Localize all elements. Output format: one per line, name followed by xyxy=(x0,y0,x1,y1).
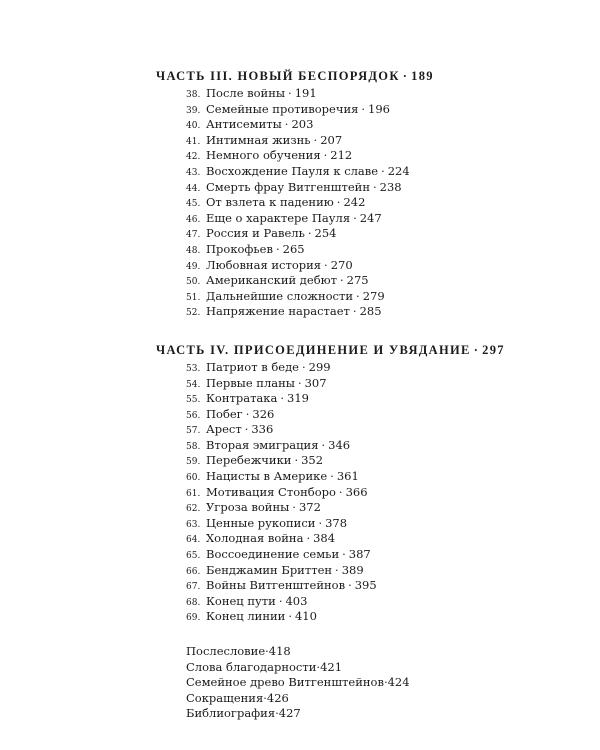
chapter-title: Контратака xyxy=(206,391,278,406)
chapter-entry xyxy=(186,211,556,227)
chapter-number: 48. xyxy=(186,245,201,256)
separator-dot: · xyxy=(244,422,249,437)
chapter-entry xyxy=(186,258,556,274)
backmatter-entry xyxy=(186,706,556,722)
chapter-number: 68. xyxy=(186,597,201,608)
chapter-page: 366 xyxy=(345,484,368,499)
chapter-page: 270 xyxy=(330,257,353,272)
chapter-page: 361 xyxy=(336,469,359,484)
chapter-title: Еще о характере Пауля xyxy=(206,210,351,225)
chapter-title: Вторая эмиграция xyxy=(206,437,319,452)
chapter-entry xyxy=(186,438,556,454)
separator-dot: · xyxy=(335,562,339,577)
separator-dot: · xyxy=(245,406,250,421)
chapter-number: 59. xyxy=(186,457,201,468)
separator-dot: · xyxy=(324,257,328,272)
chapter-page: 395 xyxy=(354,578,377,593)
chapter-number: 60. xyxy=(186,473,201,484)
chapter-number: 40. xyxy=(186,121,201,132)
chapter-number: 53. xyxy=(186,363,201,374)
chapter-entry xyxy=(186,391,556,407)
chapter-entry xyxy=(186,578,556,594)
chapter-page: 372 xyxy=(298,500,321,515)
separator-dot: · xyxy=(356,288,360,303)
chapter-page: 238 xyxy=(379,179,402,194)
separator-dot: · xyxy=(473,342,480,357)
chapter-entry xyxy=(186,102,556,118)
chapter-number: 56. xyxy=(186,410,201,421)
chapter-page: 336 xyxy=(251,422,274,437)
chapter-page: 410 xyxy=(294,609,317,624)
separator-dot: · xyxy=(275,706,279,721)
chapter-title: Прокофьев xyxy=(206,241,273,256)
chapter-entry xyxy=(186,516,556,532)
chapter-title: Перебежчики xyxy=(206,453,292,468)
separator-dot: · xyxy=(288,86,292,100)
chapter-entry xyxy=(186,609,556,625)
separator-dot: · xyxy=(373,179,377,194)
chapter-page: 247 xyxy=(359,210,382,225)
chapter-page: 299 xyxy=(308,359,331,374)
part-title: ЧАСТЬ IV. ПРИСОЕДИНЕНИЕ И УВЯДАНИЕ xyxy=(156,342,471,357)
separator-dot: · xyxy=(361,101,366,116)
chapter-page: 307 xyxy=(304,375,327,390)
chapter-number: 69. xyxy=(186,613,201,624)
chapter-entry xyxy=(186,289,556,305)
backmatter-page: 421 xyxy=(320,659,343,674)
chapter-page: 346 xyxy=(328,437,351,452)
chapter-title: Россия и Равель xyxy=(206,226,305,241)
chapter-page: 352 xyxy=(301,453,324,468)
chapter-number: 41. xyxy=(186,136,201,147)
chapter-number: 39. xyxy=(186,105,201,116)
chapter-page: 285 xyxy=(359,304,382,319)
chapter-title: Ценные рукописи xyxy=(206,515,316,530)
backmatter-entry xyxy=(186,691,556,707)
chapter-title: Холодная война xyxy=(206,531,304,546)
chapter-number: 67. xyxy=(186,582,201,593)
chapter-number: 46. xyxy=(186,214,201,225)
separator-dot: · xyxy=(383,675,388,690)
chapter-entry xyxy=(186,594,556,610)
chapter-entry xyxy=(186,360,556,376)
chapter-entry xyxy=(186,226,556,242)
separator-dot: · xyxy=(348,578,352,593)
chapter-entry xyxy=(186,531,556,547)
chapter-number: 65. xyxy=(186,551,201,562)
chapter-number: 61. xyxy=(186,488,201,499)
chapter-number: 58. xyxy=(186,441,201,452)
separator-dot: · xyxy=(336,195,341,210)
chapter-page: 242 xyxy=(343,195,366,210)
chapter-number: 66. xyxy=(186,566,201,577)
separator-dot: · xyxy=(313,132,318,147)
chapter-title: Антисемиты xyxy=(206,117,282,132)
chapter-number: 52. xyxy=(186,308,201,319)
chapter-number: 42. xyxy=(186,152,201,163)
chapter-number: 51. xyxy=(186,292,201,303)
chapter-title: От взлета к падению xyxy=(206,195,334,210)
chapter-page: 203 xyxy=(291,117,314,132)
chapter-title: Любовная история xyxy=(206,257,322,272)
chapter-title: Мотивация Стонборо xyxy=(206,484,336,499)
chapter-number: 47. xyxy=(186,230,201,241)
separator-dot: · xyxy=(275,241,280,256)
part-title: ЧАСТЬ III. НОВЫЙ БЕСПОРЯДОК xyxy=(156,69,400,83)
chapter-title: Интимная жизнь xyxy=(206,132,311,147)
chapter-entry xyxy=(186,485,556,501)
chapter-title: Нацисты в Америке xyxy=(206,469,328,484)
chapter-page: 378 xyxy=(325,515,348,530)
chapter-page: 191 xyxy=(294,86,317,100)
chapter-entry xyxy=(186,242,556,258)
chapter-page: 265 xyxy=(282,241,305,256)
separator-dot: · xyxy=(316,659,321,674)
chapter-title: Немного обучения xyxy=(206,148,321,163)
chapter-entry xyxy=(186,469,556,485)
chapter-number: 44. xyxy=(186,183,201,194)
chapter-title: Воссоединение семьи xyxy=(206,547,340,562)
chapter-page: 279 xyxy=(362,288,385,303)
backmatter-title: Семейное древо Витгенштейнов xyxy=(186,675,384,690)
chapter-entry xyxy=(186,547,556,563)
chapter-entry xyxy=(186,422,556,438)
chapter-title: Американский дебют xyxy=(206,273,337,288)
chapter-page: 207 xyxy=(320,132,343,147)
backmatter-page: 427 xyxy=(278,706,301,721)
chapter-entry xyxy=(186,563,556,579)
chapter-number: 55. xyxy=(186,395,201,406)
separator-dot: · xyxy=(342,547,346,562)
chapter-title: Напряжение нарастает xyxy=(206,304,350,319)
backmatter-title: Библиография xyxy=(186,706,276,721)
separator-dot: · xyxy=(352,304,357,319)
separator-dot: · xyxy=(284,117,289,132)
separator-dot: · xyxy=(340,273,344,288)
chapter-entry xyxy=(186,117,556,133)
separator-dot: · xyxy=(402,69,409,83)
backmatter-title: Послесловие xyxy=(186,644,266,658)
chapter-entry xyxy=(186,376,556,392)
separator-dot: · xyxy=(280,391,284,406)
part-heading xyxy=(156,340,556,360)
separator-dot: · xyxy=(294,453,299,468)
chapter-entry xyxy=(186,86,556,102)
chapter-entry xyxy=(186,133,556,149)
chapter-page: 403 xyxy=(285,593,308,608)
chapter-entry xyxy=(186,273,556,289)
separator-dot: · xyxy=(288,609,292,624)
chapter-title: Конец линии xyxy=(206,609,286,624)
backmatter-page: 424 xyxy=(387,675,410,690)
chapter-page: 212 xyxy=(330,148,353,163)
backmatter-title: Сокращения xyxy=(186,690,264,705)
part-heading xyxy=(156,66,556,86)
chapter-number: 54. xyxy=(186,379,201,390)
chapter-list xyxy=(156,86,556,320)
backmatter-entry xyxy=(186,675,556,691)
separator-dot: · xyxy=(263,690,267,705)
chapter-entry xyxy=(186,148,556,164)
chapter-page: 224 xyxy=(387,163,410,178)
chapter-title: Первые планы xyxy=(206,375,295,390)
separator-dot: · xyxy=(297,375,302,390)
separator-dot: · xyxy=(381,163,385,178)
chapter-title: Дальнейшие сложности xyxy=(206,288,354,303)
chapter-entry xyxy=(186,453,556,469)
separator-dot: · xyxy=(301,359,306,374)
chapter-page: 275 xyxy=(346,273,369,288)
chapter-title: Войны Витгенштейнов xyxy=(206,578,346,593)
chapter-number: 64. xyxy=(186,535,201,546)
separator-dot: · xyxy=(307,226,312,241)
chapter-number: 57. xyxy=(186,426,201,437)
table-of-contents xyxy=(156,66,556,722)
separator-dot: · xyxy=(265,644,269,658)
separator-dot: · xyxy=(278,593,283,608)
separator-dot: · xyxy=(321,437,326,452)
chapter-title: Восхождение Пауля к славе xyxy=(206,163,379,178)
chapter-number: 45. xyxy=(186,199,201,210)
separator-dot: · xyxy=(306,531,311,546)
backmatter-entry xyxy=(186,660,556,676)
chapter-page: 326 xyxy=(252,406,275,421)
chapter-title: Бенджамин Бриттен xyxy=(206,562,333,577)
chapter-entry xyxy=(186,500,556,516)
chapter-number: 50. xyxy=(186,277,201,288)
chapter-entry xyxy=(186,164,556,180)
chapter-page: 389 xyxy=(341,562,364,577)
separator-dot: · xyxy=(292,500,296,515)
part-page-number: 189 xyxy=(411,69,434,83)
separator-dot: · xyxy=(330,469,334,484)
chapter-page: 196 xyxy=(368,101,390,116)
part-spacer xyxy=(156,320,556,340)
chapter-number: 38. xyxy=(186,90,201,100)
chapter-title: После войны xyxy=(206,86,286,100)
part-page-number: 297 xyxy=(482,342,505,357)
chapter-page: 387 xyxy=(348,547,371,562)
chapter-page: 384 xyxy=(313,531,336,546)
chapter-entry xyxy=(186,407,556,423)
chapter-title: Смерть фрау Витгенштейн xyxy=(206,179,370,194)
chapter-entry xyxy=(186,304,556,320)
chapter-number: 62. xyxy=(186,504,201,515)
chapter-entry xyxy=(186,195,556,211)
separator-dot: · xyxy=(323,148,328,163)
chapter-title: Конец пути xyxy=(206,593,276,608)
chapter-number: 43. xyxy=(186,167,201,178)
chapter-list xyxy=(156,360,556,625)
chapter-page: 319 xyxy=(287,391,309,406)
chapter-title: Семейные противоречия xyxy=(206,101,359,116)
backmatter-page: 418 xyxy=(268,644,291,658)
chapter-page: 254 xyxy=(314,226,337,241)
chapter-number: 63. xyxy=(186,519,201,530)
backmatter-title: Слова благодарности xyxy=(186,659,317,674)
separator-dot: · xyxy=(318,515,323,530)
chapter-number: 49. xyxy=(186,261,201,272)
separator-dot: · xyxy=(338,484,343,499)
chapter-title: Угроза войны xyxy=(206,500,290,515)
backmatter-list xyxy=(156,644,556,722)
chapter-title: Побег xyxy=(206,406,243,421)
chapter-entry xyxy=(186,180,556,196)
backmatter-entry xyxy=(186,644,556,660)
chapter-title: Патриот в беде xyxy=(206,359,299,374)
separator-dot: · xyxy=(353,210,357,225)
backmatter-page: 426 xyxy=(266,690,289,705)
chapter-title: Арест xyxy=(206,422,242,437)
